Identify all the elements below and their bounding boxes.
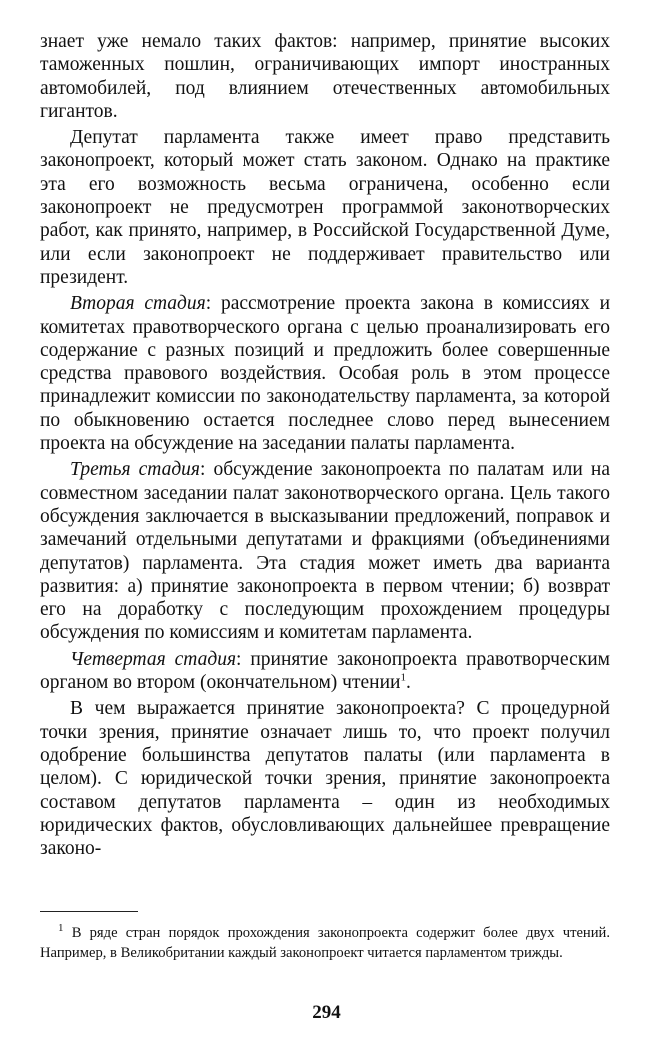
footnote-reference: 1 [400,671,406,684]
page-number: 294 [312,1002,341,1023]
stage-4-text: : принятие законопроекта правотворческим органом во втором (окончательном) чтении [40,648,610,694]
footnote-marker: 1 [58,922,64,935]
main-text [40,30,610,860]
paragraph-1: знает уже немало таких фактов: например, принятие высоких таможенных пошлин, ограничивающих импорт иностранных автомобилей, под влиянием отечественных автомобильных гигантов. [40,31,610,122]
stage-3-heading: Третья стадия [70,459,201,481]
footnote [40,924,610,963]
paragraph-4 [40,458,610,644]
stage-4-heading: Четвертая стадия [70,648,237,670]
footnote-divider [40,911,138,912]
stage-2-heading: Вторая стадия [70,293,206,315]
stage-2-text: : рассмотрение проекта закона в комиссиях и комитетах правотворческого органа с целью проанализировать его содержание с разных позиций и предложить более совершенные средства правового воздействия. Особая роль в этом процессе принадлежит комиссии по законодательству парламента, за которой по обыкновению остается последнее слово перед вынесением проекта на обсуждение на заседании палаты парламента. [40,293,611,455]
stage-4-end: . [405,672,411,694]
paragraph-6: В чем выражается принятие законопроекта? С процедурной точки зрения, принятие означает лишь то, что проект получил одобрение большинства депутатов палаты (или парламента в целом). С юридической точки зрения, принятие законопроекта составом депутатов парламента – один из необходимых юридических фактов, обусловливающих дальнейшее превращение законо- [40,698,610,860]
paragraph-5 [40,648,610,695]
footnote-text: В ряде стран порядок прохождения законопроекта содержит более двух чтений. Например, в Великобритании каждый законопроект читается парламентом трижды. [40,925,610,961]
stage-3-text: : обсуждение законопроекта по палатам или на совместном заседании палат законотворческого органа. Цель такого обсуждения заключается в высказывании предложений, поправок и замечаний отдельными депутатами и фракциями (объединениями депутатов) парламента. Эта стадия может иметь два варианта развития: а) принятие законопроекта в первом чтении; б) возврат его на доработку с последующим прохождением процедуры обсуждения по комиссиям и комитетам парламента. [40,459,610,644]
paragraph-2: Депутат парламента также имеет право представить законопроект, который может стать законом. Однако на практике эта его возможность весьма ограничена, особенно если законопроект не предусмотрен программой законотворческих работ, как принято, например, в Российской Государственной Думе, или если законопроект не поддерживает правительство или президент. [40,127,610,288]
paragraph-3 [40,292,610,455]
